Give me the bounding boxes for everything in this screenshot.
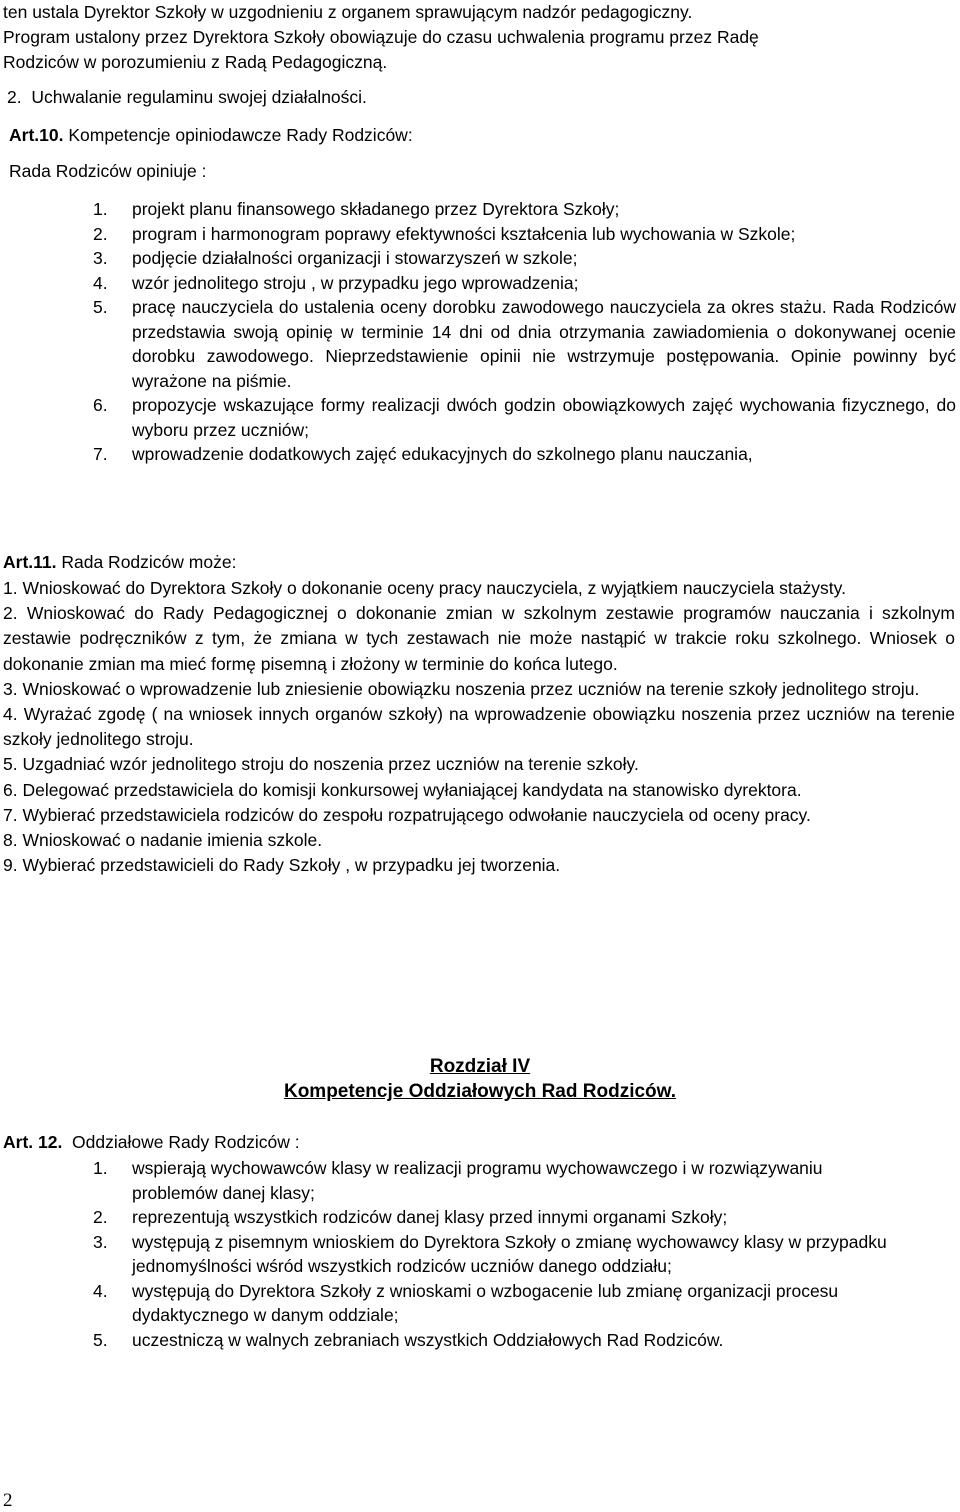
list-text: wzór jednolitego stroju , w przypadku jego wprowadzenia; xyxy=(132,272,579,293)
list-text: wspierają wychowawców klasy w realizacji programu wychowawczego i w rozwiązywaniu problemów danej klasy; xyxy=(132,1158,823,1203)
list-item xyxy=(93,442,956,467)
list-number: 4. xyxy=(93,272,108,293)
article-12-heading xyxy=(3,1131,300,1153)
list-item xyxy=(93,1156,893,1205)
list-number: 3. xyxy=(93,248,108,268)
list-item xyxy=(93,1279,893,1328)
list-item: 3. Wnioskować o wprowadzenie lub zniesienie obowiązku noszenia przez uczniów na terenie szkoły jednolitego stroju. xyxy=(3,678,920,699)
list-number: 5. xyxy=(93,297,108,317)
chapter-title: Kompetencje Oddziałowych Rad Rodziców. xyxy=(283,1081,676,1102)
article-10-list xyxy=(93,197,956,467)
list-item: 5. Uzgadniać wzór jednolitego stroju do noszenia przez uczniów na terenie szkoły. xyxy=(3,754,639,775)
list-item xyxy=(93,295,956,393)
article-title: Rada Rodziców może: xyxy=(56,552,237,572)
article-label: Art.10. xyxy=(9,125,64,145)
list-number: 4. xyxy=(93,1280,108,1301)
list-item: 1. Wnioskować do Dyrektora Szkoły o dokonanie oceny pracy nauczyciela, z wyjątkiem nauczyciela stażysty. xyxy=(3,578,846,598)
list-item: 2. Wnioskować do Rady Pedagogicznej o dokonanie zmian w szkolnym zestawie programów nauczania i szkolnym zestawie podręczników z tym, że zmiana w tych zestawach nie może nastąpić w trakcie roku szkolnego. Wniosek o dokonanie zmian ma mieć formę pisemną i złożony w terminie do końca lutego. xyxy=(3,603,955,674)
list-number: 6. xyxy=(93,395,108,415)
list-number: 2. xyxy=(93,1207,108,1227)
article-11-heading xyxy=(3,551,236,573)
list-text: program i harmonogram poprawy efektywności kształcenia lub wychowania w Szkole; xyxy=(132,223,796,244)
list-item xyxy=(93,271,956,296)
list-item: 4. Wyrażać zgodę ( na wniosek innych organów szkoły) na wprowadzenie obowiązku noszenia przez uczniów na terenie szkoły jednolitego stroju. xyxy=(3,704,955,750)
list-number: 5. xyxy=(93,1329,108,1350)
list-text: projekt planu finansowego składanego przez Dyrektora Szkoły; xyxy=(132,199,620,219)
text-line: Rodziców w porozumieniu z Radą Pedagogiczną. xyxy=(3,52,388,72)
page-number: 2 xyxy=(3,1490,13,1511)
list-item: 7. Wybierać przedstawiciela rodziców do zespołu rozpatrującego odwołanie nauczyciela od oceny pracy. xyxy=(3,804,811,825)
text-line: Program ustalony przez Dyrektora Szkoły obowiązuje do czasu uchwalenia programu przez Radę xyxy=(3,27,759,47)
list-number: 1. xyxy=(93,1158,108,1178)
chapter-number: Rozdział IV xyxy=(429,1056,531,1077)
list-text: wprowadzenie dodatkowych zajęć edukacyjnych do szkolnego planu nauczania, xyxy=(132,444,753,464)
article-title: Kompetencje opiniodawcze Rady Rodziców: xyxy=(63,125,413,145)
list-number: 3. xyxy=(93,1231,108,1252)
list-number: 2. xyxy=(93,223,108,244)
list-text: uczestniczą w walnych zebraniach wszystkich Oddziałowych Rad Rodziców. xyxy=(132,1329,724,1350)
list-item xyxy=(93,1328,893,1353)
article-label: Art.11. xyxy=(3,552,57,572)
list-item: 8. Wnioskować o nadanie imienia szkole. xyxy=(3,830,323,851)
list-number: 1. xyxy=(93,199,108,219)
list-text: pracę nauczyciela do ustalenia oceny dorobku zawodowego nauczyciela za okres stażu. Rada Rodziców przedstawia swoją opinię w terminie 14 dni od dnia otrzymania zawiadomienia o dokonywanej ocenie dorobku zawodowego. Nieprzedstawienie opinii nie wstrzymuje postępowania. Opinie powinny być wyrażone na piśmie. xyxy=(132,297,956,391)
list-text: reprezentują wszystkich rodziców danej klasy przed innymi organami Szkoły; xyxy=(132,1207,728,1227)
list-item: 6. Delegować przedstawiciela do komisji konkursowej wyłaniającej kandydata na stanowisko dyrektora. xyxy=(3,779,802,800)
article-label: Art. 12. xyxy=(3,1132,63,1152)
list-item xyxy=(93,246,956,271)
list-text: podjęcie działalności organizacji i stowarzyszeń w szkole; xyxy=(132,248,578,268)
list-number: 7. xyxy=(93,444,108,464)
article-11-list xyxy=(3,576,955,878)
text-line: 2. Uchwalanie regulaminu swojej działalności. xyxy=(7,87,367,107)
article-10-heading xyxy=(9,124,413,146)
text-line: ten ustala Dyrektor Szkoły w uzgodnieniu z organem sprawującym nadzór pedagogiczny. xyxy=(3,2,693,22)
list-item xyxy=(93,222,956,247)
list-item xyxy=(93,1205,893,1230)
list-item xyxy=(93,197,956,222)
list-item: 9. Wybierać przedstawicieli do Rady Szkoły , w przypadku jej tworzenia. xyxy=(3,855,561,876)
article-12-list xyxy=(93,1156,893,1352)
list-text: występują z pisemnym wnioskiem do Dyrektora Szkoły o zmianę wychowawcy klasy w przypadku jednomyślności wśród wszystkich rodziców uczniów danego oddziału; xyxy=(132,1231,887,1276)
article-title: Oddziałowe Rady Rodziców : xyxy=(62,1132,300,1152)
list-text: występują do Dyrektora Szkoły z wnioskami o wzbogacenie lub zmianę organizacji procesu dydaktycznego w danym oddziale; xyxy=(132,1280,839,1325)
list-item xyxy=(93,393,956,442)
list-text: propozycje wskazujące formy realizacji dwóch godzin obowiązkowych zajęć wychowania fizycznego, do wyboru przez uczniów; xyxy=(132,395,956,440)
article-10-intro: Rada Rodziców opiniuje : xyxy=(9,161,207,181)
list-item xyxy=(93,1230,893,1279)
